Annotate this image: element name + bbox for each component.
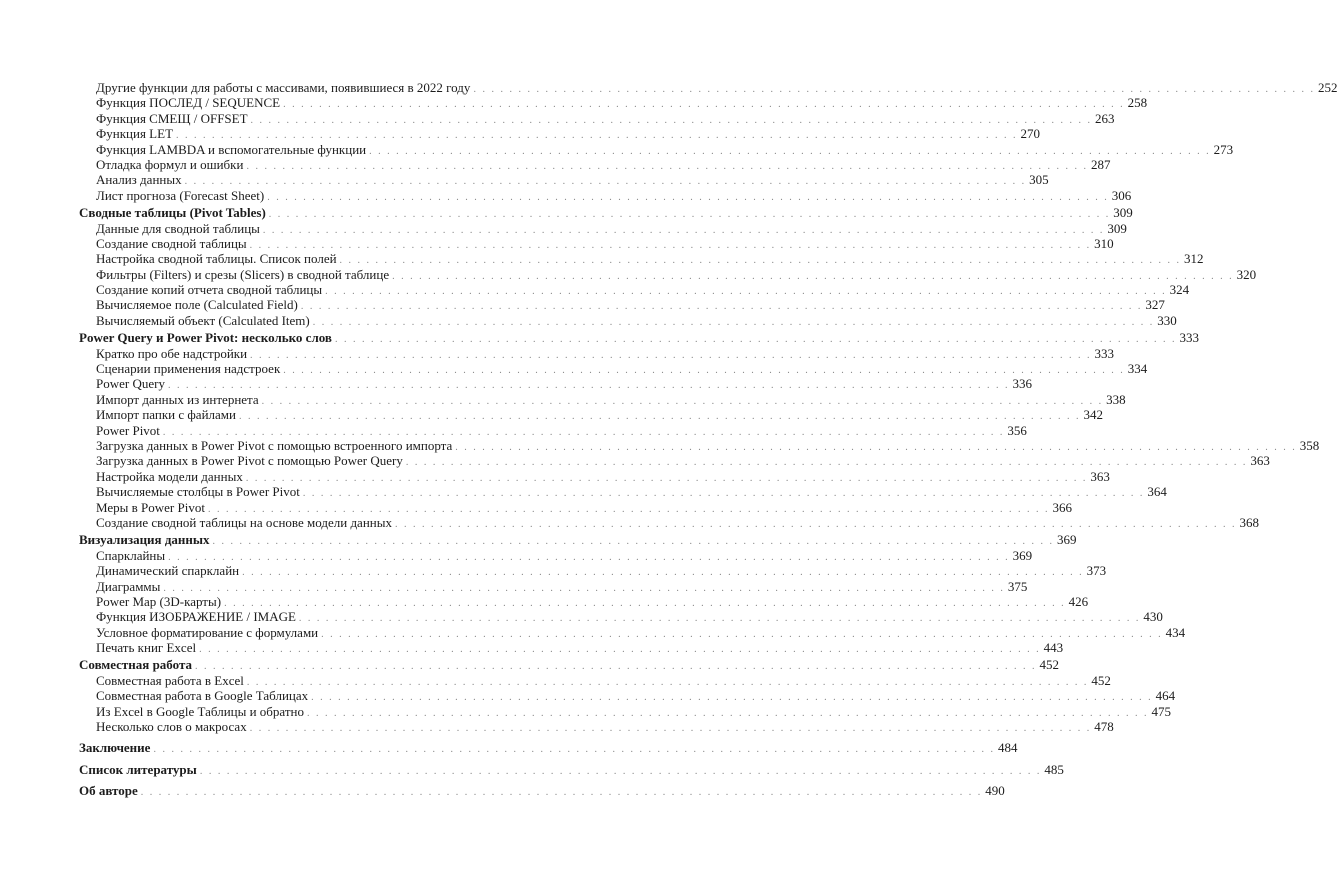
toc-entry <box>79 437 1320 453</box>
toc-page-number: 334 <box>1127 361 1148 377</box>
toc-entry <box>79 593 1089 609</box>
toc-page-number: 364 <box>1147 484 1167 500</box>
toc-section-entry <box>79 761 1064 777</box>
toc-leader-dots <box>250 348 1092 363</box>
toc-page-number: 426 <box>1068 593 1089 609</box>
toc-entry <box>79 80 1337 95</box>
toc-entry-title: Создание копий отчета сводной таблицы <box>96 282 323 298</box>
toc-entry-title: Создание сводной таблицы <box>96 235 247 251</box>
toc-entry <box>79 172 1049 188</box>
toc-entry <box>79 468 1110 484</box>
toc-page-number: 369 <box>1012 547 1033 563</box>
toc-entry-title: Вычисляемый объект (Calculated Item) <box>96 312 310 328</box>
toc-page-number: 310 <box>1094 235 1114 251</box>
toc-entry-title: Power Pivot <box>96 422 160 438</box>
toc-entry <box>79 547 1033 563</box>
toc-page-number: 320 <box>1236 266 1257 282</box>
toc-entry <box>79 345 1115 361</box>
toc-entry-title: Печать книг Excel <box>96 640 197 656</box>
toc-entry-title: Power Query <box>96 376 165 392</box>
toc-page-number: 375 <box>1007 578 1028 594</box>
toc-entry-title: Динамический спарклайн <box>96 563 240 579</box>
toc-page-number: 478 <box>1094 719 1114 735</box>
toc-leader-dots <box>224 596 1066 611</box>
toc-entry <box>79 361 1148 377</box>
toc-entry-title: Спарклайны <box>96 547 166 563</box>
toc-page-number: 434 <box>1165 624 1186 640</box>
toc-entry-title: Лист прогноза (Forecast Sheet) <box>96 187 265 203</box>
toc-leader-dots <box>395 517 1237 532</box>
toc-entry <box>79 141 1234 157</box>
toc-entry-title: Сценарии применения надстроек <box>96 361 281 377</box>
toc-page-number: 342 <box>1083 407 1103 423</box>
toc-page-number: 324 <box>1169 282 1190 298</box>
toc-page-number: 330 <box>1157 312 1177 328</box>
toc-leader-dots <box>251 113 1093 128</box>
toc-leader-dots <box>168 378 1010 393</box>
toc-entry <box>79 672 1111 688</box>
toc-entry-title: Из Excel в Google Таблицы и обратно <box>96 703 304 719</box>
toc-entry-title: Функция ИЗОБРАЖЕНИЕ / IMAGE <box>96 609 296 625</box>
toc-entry-title: Анализ данных <box>96 172 182 188</box>
toc-leader-dots <box>307 706 1149 721</box>
toc-entry-title: Настройка модели данных <box>96 468 243 484</box>
toc-entry <box>79 578 1028 594</box>
toc-section-entry <box>79 330 1199 346</box>
toc-entry <box>79 609 1163 625</box>
toc-entry-title: Визуализация данных <box>79 532 210 548</box>
toc-page-number: 356 <box>1007 422 1027 438</box>
toc-entry-title: Создание сводной таблицы на основе модели данных <box>96 514 392 530</box>
toc-page-number: 368 <box>1239 514 1259 530</box>
toc-entry-title: Об авторе <box>79 783 138 799</box>
toc-leader-dots <box>283 97 1125 112</box>
toc-entry-title: Кратко про обе надстройки <box>96 345 248 361</box>
toc-leader-dots <box>185 174 1027 189</box>
toc-page-number: 263 <box>1095 110 1115 126</box>
toc-page-number: 452 <box>1091 672 1111 688</box>
toc-page-number: 252 <box>1317 80 1337 95</box>
toc-page-number: 358 <box>1299 437 1320 453</box>
toc-page-number: 309 <box>1113 205 1133 221</box>
toc-entry-title: Совместная работа <box>79 657 193 673</box>
toc-page-number: 273 <box>1213 141 1234 157</box>
toc-leader-dots <box>301 299 1143 314</box>
toc-entry-title: Условное форматирование с формулами <box>96 624 319 640</box>
toc-leader-dots <box>321 627 1163 642</box>
toc-entry <box>79 407 1103 423</box>
toc-leader-dots <box>269 207 1111 222</box>
toc-leader-dots <box>303 486 1145 501</box>
toc-page-number: 363 <box>1090 468 1110 484</box>
toc-leader-dots <box>340 253 1182 268</box>
toc-page-number: 443 <box>1043 640 1064 656</box>
toc-page-number: 338 <box>1106 391 1126 407</box>
toc-entry-title: Диаграммы <box>96 578 161 594</box>
toc-entry <box>79 95 1148 111</box>
toc-leader-dots <box>262 394 1104 409</box>
toc-page-number: 490 <box>985 783 1005 799</box>
toc-section-entry <box>79 205 1133 221</box>
toc-page-number: 333 <box>1179 330 1199 346</box>
toc-entry <box>79 688 1176 704</box>
toc-leader-dots <box>263 223 1105 238</box>
toc-entry <box>79 235 1114 251</box>
toc-leader-dots <box>267 190 1109 205</box>
toc-entry-title: Power Query и Power Pivot: несколько слов <box>79 330 332 346</box>
toc-leader-dots <box>141 785 983 800</box>
toc-page-number: 369 <box>1057 532 1077 548</box>
toc-entry <box>79 187 1132 203</box>
toc-leader-dots <box>250 238 1092 253</box>
toc-leader-dots <box>213 534 1055 549</box>
toc-leader-dots <box>335 332 1177 347</box>
toc-entry <box>79 422 1027 438</box>
toc-page-number: 327 <box>1145 297 1165 313</box>
toc-leader-dots <box>239 409 1081 424</box>
toc-page-number: 430 <box>1143 609 1163 625</box>
toc-entry <box>79 156 1111 172</box>
toc-section-entry <box>79 783 1005 799</box>
toc-leader-dots <box>283 363 1125 378</box>
toc-leader-dots <box>311 690 1153 705</box>
toc-entry-title: Данные для сводной таблицы <box>96 220 260 236</box>
toc-page-number: 270 <box>1020 126 1041 142</box>
toc-entry-title: Список литературы <box>79 761 197 777</box>
toc-page-number: 305 <box>1029 172 1049 188</box>
toc-entry <box>79 719 1114 735</box>
toc-leader-dots <box>242 565 1084 580</box>
toc-entry <box>79 251 1204 267</box>
toc-entry <box>79 391 1126 407</box>
toc-section-entry <box>79 657 1060 673</box>
toc-leader-dots <box>473 82 1315 97</box>
toc-entry-title: Функция СМЕЩ / OFFSET <box>96 110 248 126</box>
toc-entry <box>79 220 1127 236</box>
toc-leader-dots <box>246 471 1088 486</box>
toc-leader-dots <box>455 440 1297 455</box>
toc-page-number: 333 <box>1094 345 1115 361</box>
toc-leader-dots <box>163 581 1005 596</box>
toc-page-number: 363 <box>1250 453 1270 469</box>
toc-entry <box>79 563 1107 579</box>
toc-entry <box>79 110 1115 126</box>
toc-entry-title: Совместная работа в Excel <box>96 672 244 688</box>
toc-entry-title: Импорт папки с файлами <box>96 407 236 423</box>
toc-entry-title: Вычисляемые столбцы в Power Pivot <box>96 484 300 500</box>
toc-entry <box>79 282 1190 298</box>
toc-entry-title: Функция ПОСЛЕД / SEQUENCE <box>96 95 281 111</box>
toc-page-number: 475 <box>1151 703 1171 719</box>
toc-page-number: 258 <box>1127 95 1148 111</box>
toc-leader-dots <box>199 642 1041 657</box>
toc-entry-title: Загрузка данных в Power Pivot с помощью Power Query <box>96 453 403 469</box>
toc-entry <box>79 484 1167 500</box>
toc-entry <box>79 640 1064 656</box>
toc-entry-title: Несколько слов о макросах <box>96 719 247 735</box>
toc-entry-title: Вычисляемое поле (Calculated Field) <box>96 297 298 313</box>
toc-entry-title: Функция LET <box>96 126 174 142</box>
toc-entry <box>79 297 1165 313</box>
toc-leader-dots <box>406 455 1248 470</box>
toc-entry <box>79 514 1259 530</box>
toc-entry <box>79 312 1177 328</box>
toc-entry <box>79 376 1032 392</box>
toc-page-number: 287 <box>1090 156 1111 172</box>
toc-page-number: 464 <box>1155 688 1176 704</box>
toc-entry-title: Сводные таблицы (Pivot Tables) <box>79 205 266 221</box>
toc-leader-dots <box>153 742 995 757</box>
toc-entry <box>79 499 1072 515</box>
toc-entry-title: Импорт данных из интернета <box>96 391 259 407</box>
toc-entry-title: Заключение <box>79 740 151 756</box>
toc-page-number: 373 <box>1086 563 1107 579</box>
toc-entry-title: Настройка сводной таблицы. Список полей <box>96 251 337 267</box>
toc-section-entry <box>79 532 1077 548</box>
toc-entry <box>79 126 1041 142</box>
toc-entry-title: Меры в Power Pivot <box>96 499 205 515</box>
toc-leader-dots <box>200 764 1042 779</box>
table-of-contents <box>79 80 1337 799</box>
toc-leader-dots <box>299 611 1141 626</box>
toc-page-number: 452 <box>1039 657 1060 673</box>
toc-leader-dots <box>325 284 1167 299</box>
toc-page-number: 312 <box>1184 251 1204 267</box>
toc-entry <box>79 624 1186 640</box>
toc-leader-dots <box>168 550 1010 565</box>
toc-section-entry <box>79 740 1018 756</box>
toc-page-number: 336 <box>1012 376 1032 392</box>
toc-leader-dots <box>392 269 1234 284</box>
toc-entry <box>79 453 1270 469</box>
toc-entry-title: Совместная работа в Google Таблицах <box>96 688 309 704</box>
toc-entry <box>79 266 1257 282</box>
toc-leader-dots <box>250 721 1092 736</box>
toc-leader-dots <box>247 675 1089 690</box>
toc-entry-title: Power Map (3D-карты) <box>96 593 222 609</box>
toc-page-number: 309 <box>1107 220 1127 236</box>
toc-leader-dots <box>369 144 1211 159</box>
toc-entry-title: Отладка формул и ошибки <box>96 156 244 172</box>
toc-leader-dots <box>195 659 1037 674</box>
toc-entry-title: Функция LAMBDA и вспомогательные функции <box>96 141 367 157</box>
toc-page-number: 306 <box>1111 187 1132 203</box>
toc-leader-dots <box>246 159 1088 174</box>
toc-entry <box>79 703 1171 719</box>
toc-entry-title: Фильтры (Filters) и срезы (Slicers) в сводной таблице <box>96 266 390 282</box>
toc-page-number: 366 <box>1052 499 1072 515</box>
toc-page-number: 484 <box>997 740 1018 756</box>
toc-entry-title: Другие функции для работы с массивами, появившиеся в 2022 году <box>96 80 471 95</box>
toc-leader-dots <box>313 315 1155 330</box>
toc-page-number: 485 <box>1044 761 1064 777</box>
toc-entry-title: Загрузка данных в Power Pivot с помощью встроенного импорта <box>96 437 453 453</box>
